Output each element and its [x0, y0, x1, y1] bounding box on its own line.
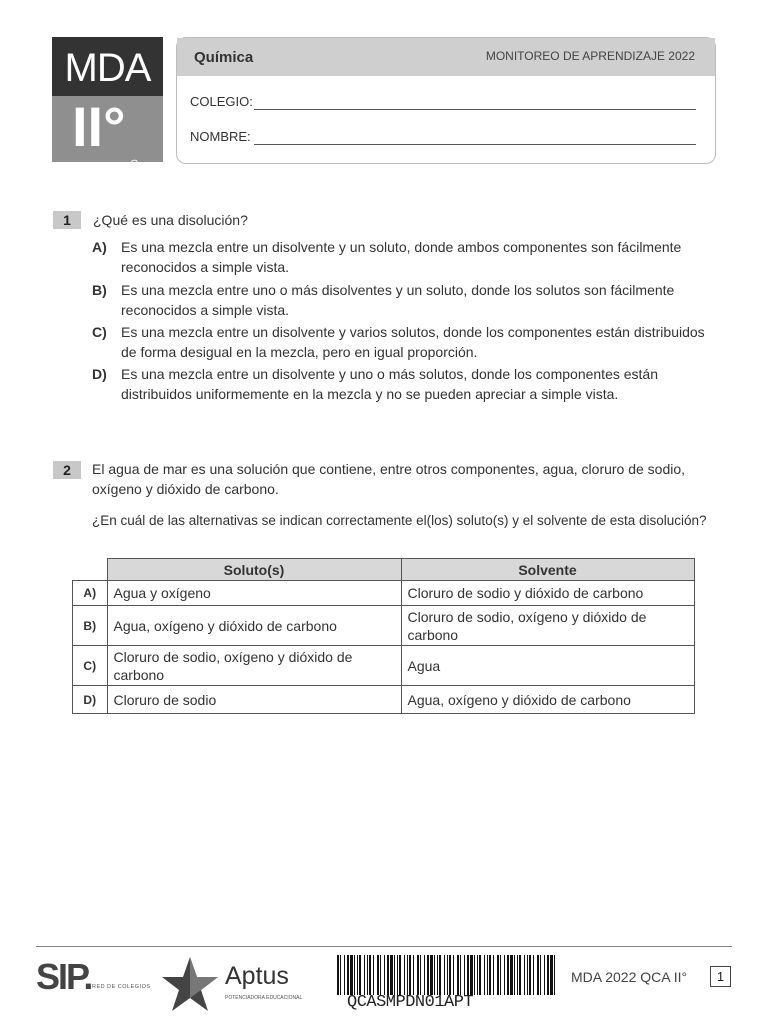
program-title: MONITOREO DE APRENDIZAJE 2022: [485, 49, 695, 63]
school-line[interactable]: [254, 109, 696, 110]
question-stem: [92, 459, 716, 499]
footer-rule: [36, 946, 732, 947]
stem-line: oxígeno y dióxido de carbono.: [92, 481, 279, 497]
table-row[interactable]: [73, 581, 695, 606]
option-text: reconocidos a simple vista.: [121, 259, 290, 275]
option-text: Es una mezcla entre uno o más disolventes y un soluto, donde los solutos son fácilmente: [121, 282, 675, 298]
option-text: distribuidos uniformemente en la mezcla y no se pueden apreciar a simple vista.: [121, 386, 619, 402]
question-number: 1: [53, 211, 81, 229]
solvent-cell: Cloruro de sodio, oxígeno y dióxido de carbono: [401, 606, 694, 646]
question-stem: ¿Qué es una disolución?: [93, 212, 248, 228]
stem-line: El agua de mar es una solución que contiene, entre otros componentes, agua, cloruro de sodio,: [92, 461, 686, 477]
badge-title: MDA: [52, 37, 163, 96]
header-band: [177, 38, 715, 76]
option-label: A): [92, 239, 107, 255]
document-code: MDA 2022 QCA II°: [571, 969, 688, 985]
school-label: COLEGIO:: [190, 94, 253, 109]
option-text: reconocidos a simple vista.: [121, 302, 290, 318]
name-label: NOMBRE:: [190, 129, 251, 144]
solute-cell: Agua y oxígeno: [107, 581, 401, 606]
mda-badge: [52, 37, 163, 196]
table-row[interactable]: [73, 646, 695, 686]
solvent-cell: Cloruro de sodio y dióxido de carbono: [401, 581, 694, 606]
option-text: de forma desigual en la mezcla, pero en igual proporción.: [121, 344, 478, 360]
solvent-cell: Agua: [401, 646, 694, 686]
row-label: A): [73, 581, 108, 606]
column-header: Soluto(s): [107, 559, 401, 581]
barcode-text: QCASMPDN01APT: [347, 993, 474, 1012]
question-prompt: ¿En cuál de las alternativas se indican correctamente el(los) soluto(s) y el solvente de esta disolución?: [92, 513, 707, 528]
subject-title: Química: [194, 49, 254, 66]
table-row[interactable]: [73, 606, 695, 646]
name-field[interactable]: [190, 129, 251, 144]
option-text: Es una mezcla entre un disolvente y uno o más solutos, donde los componentes están: [121, 366, 658, 382]
column-header: Solvente: [401, 559, 694, 581]
page-number: 1: [710, 966, 731, 987]
option-label: B): [92, 282, 107, 298]
solute-cell: Cloruro de sodio: [107, 686, 401, 714]
solute-cell: Cloruro de sodio, oxígeno y dióxido de carbono: [107, 646, 401, 686]
row-label: D): [73, 686, 108, 714]
sip-logo: SIP.: [36, 956, 92, 997]
solute-cell: Agua, oxígeno y dióxido de carbono: [107, 606, 401, 646]
aptus-star-icon: [160, 955, 220, 1015]
table-header-row: [73, 559, 695, 581]
badge-grade-panel: [52, 95, 163, 196]
row-label: B): [73, 606, 108, 646]
school-field[interactable]: [190, 94, 253, 109]
option-text: Es una mezcla entre un disolvente y varios solutos, donde los componentes están distribuidos: [121, 324, 705, 340]
option-text: Es una mezcla entre un disolvente y un soluto, donde ambos componentes son fácilmente: [121, 239, 682, 255]
answer-table: [72, 558, 695, 714]
row-label: C): [73, 646, 108, 686]
option-a[interactable]: [92, 237, 716, 277]
question-number: 2: [53, 461, 81, 479]
option-label: C): [92, 324, 107, 340]
sip-subtitle: RED DE COLEGIOS: [92, 984, 151, 990]
table-row[interactable]: [73, 686, 695, 714]
solvent-cell: Agua, oxígeno y dióxido de carbono: [401, 686, 694, 714]
option-c[interactable]: [92, 322, 716, 362]
header-box: [176, 37, 716, 164]
option-d[interactable]: [92, 364, 716, 404]
grade-label: II°: [72, 95, 126, 158]
option-label: D): [92, 366, 107, 382]
name-line[interactable]: [254, 144, 696, 145]
level-label: MEDIO: [130, 158, 141, 196]
aptus-subtitle: POTENCIADORA EDUCACIONAL: [225, 995, 303, 1001]
option-b[interactable]: [92, 280, 716, 320]
barcode-icon: [337, 955, 557, 995]
aptus-logo: Aptus: [225, 962, 289, 990]
